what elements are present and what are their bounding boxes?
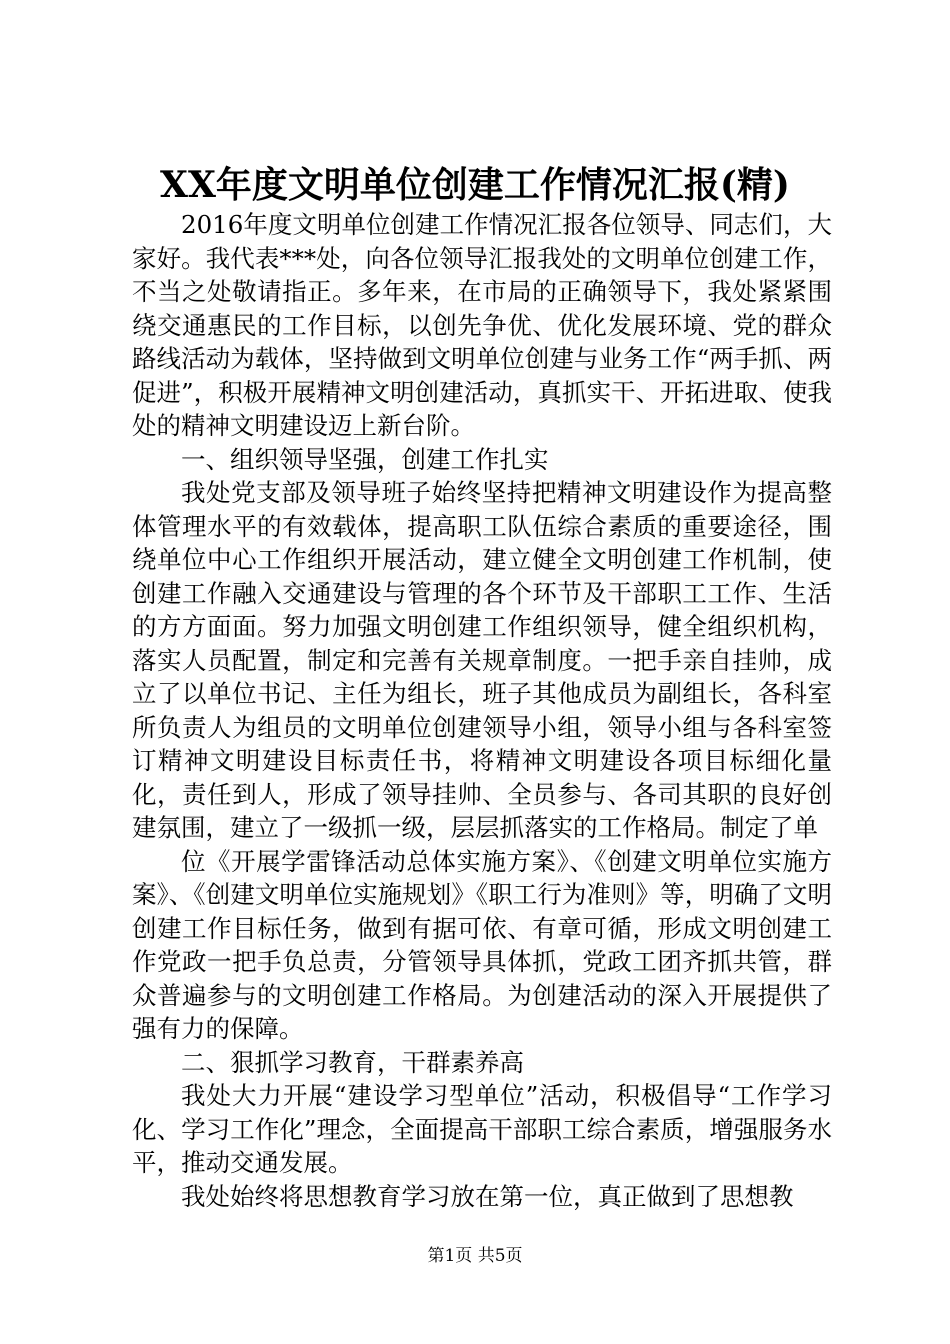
section-heading-2: 二、狠抓学习教育，干群素养高 [181,1047,524,1077]
paragraph-education: 我处始终将思想教育学习放在第一位，真正做到了思想教 [181,1181,794,1211]
paragraph-organization: 我处党支部及领导班子始终坚持把精神文明建设作为提高整体管理水平的有效载体，提高职工队伍综合素质的重要途径，围绕单位中心工作组织开展活动，建立健全文明创建工作机制，使创建工作融入交通建设与管理的各个环节及干部职工工作、生活的方方面面。努力加强文明创建工作组织领导，健全组织机构，落实人员配置，制定和完善有关规章制度。一把手亲自挂帅，成立了以单位书记、主任为组长，班子其他成员为副组长，各科室所负责人为组员的文明单位创建领导小组，领导小组与各科室签订精神文明建设目标责任书，将精神文明建设各项目标细化量化，责任到人，形成了领导挂帅、全员参与、各司其职的良好创建氛围，建立了一级抓一级，层层抓落实的工作格局。制定了单 [132,478,832,842]
document-body [132,208,832,1213]
paragraph-plans: 位《开展学雷锋活动总体实施方案》、《创建文明单位实施方案》、《创建文明单位实施规划》《职工行为准则》等，明确了文明创建工作目标任务，做到有据可依、有章可循，形成文明创建工作党政一把手负总责，分管领导具体抓，党政工团齐抓共管，群众普遍参与的文明创建工作格局。为创建活动的深入开展提供了强有力的保障。 [132,846,832,1043]
paragraph-learning: 我处大力开展“建设学习型单位”活动，积极倡导“工作学习化、学习工作化”理念，全面提高干部职工综合素质，增强服务水平，推动交通发展。 [132,1081,832,1177]
section-heading-1: 一、组织领导坚强，创建工作扎实 [181,444,549,474]
document-title: XX年度文明单位创建工作情况汇报(精) [160,164,790,206]
paragraph-intro: 2016年度文明单位创建工作情况汇报各位领导、同志们，大家好。我代表***处，向各位领导汇报我处的文明单位创建工作，不当之处敬请指正。多年来，在市局的正确领导下，我处紧紧围绕交通惠民的工作目标，以创先争优、优化发展环境、党的群众路线活动为载体，坚持做到文明单位创建与业务工作“两手抓、两促进”，积极开展精神文明创建活动，真抓实干、开拓进取、使我处的精神文明建设迈上新台阶。 [132,210,832,440]
page-number-footer: 第1页 共5页 [427,1246,523,1266]
